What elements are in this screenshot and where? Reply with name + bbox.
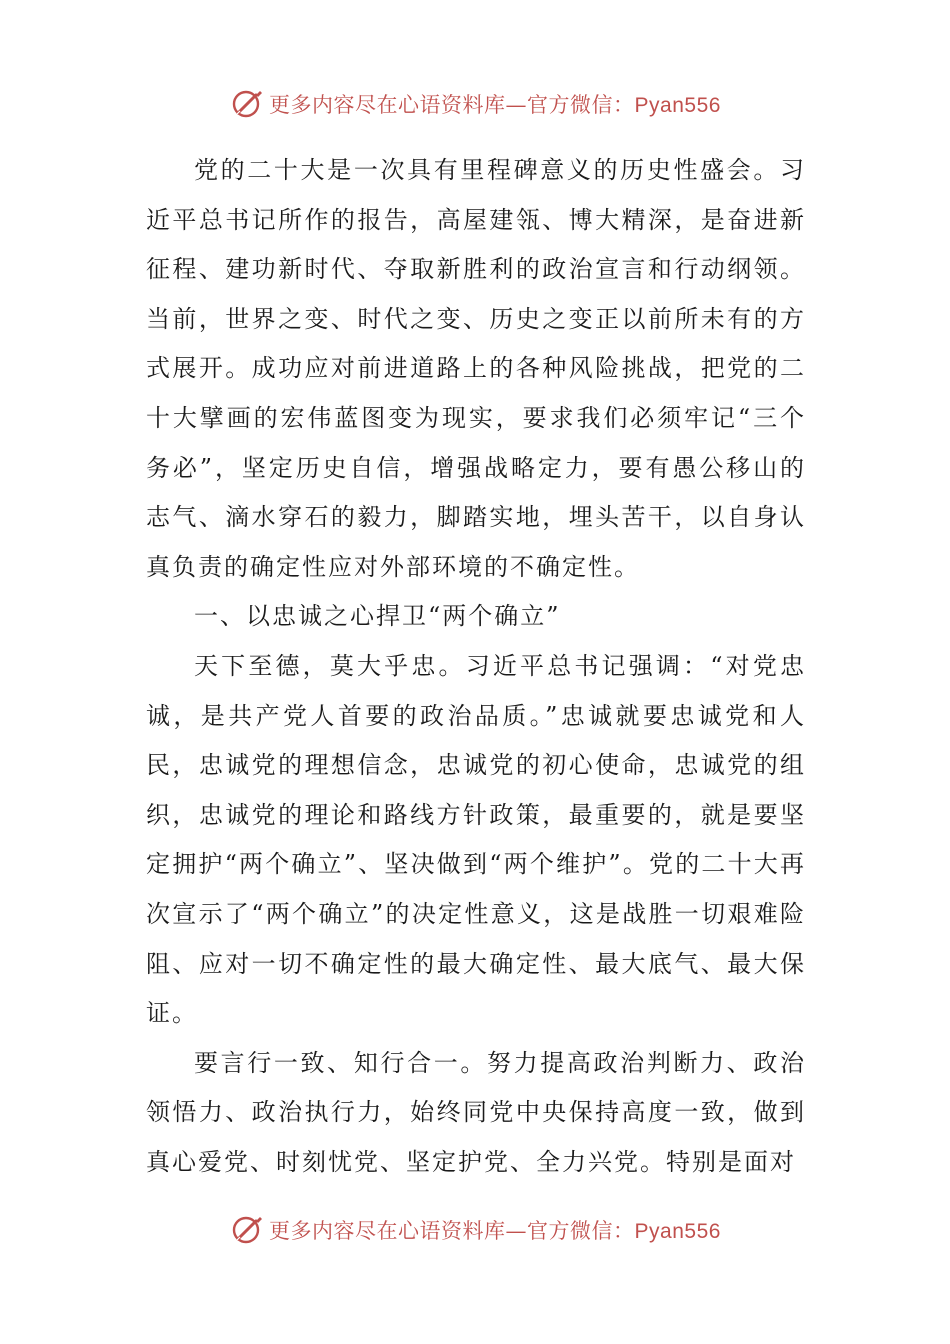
banner-label: 更多内容尽在心语资料库—官方微信： [269, 93, 635, 117]
header-watermark-banner [0, 82, 950, 126]
paragraph-consistency: 要言行一致、知行合一。努力提高政治判断力、政治领悟力、政治执行力，始终同党中央保持高度一致，做到真心爱党、时刻忧党、坚定护党、全力兴党。特别是面对 [146, 1048, 806, 1176]
banner-text [269, 89, 721, 119]
footer-watermark-banner [0, 1208, 950, 1252]
pen-logo-icon [229, 1212, 265, 1248]
banner-wechat-id: Pyan556 [634, 1220, 721, 1243]
banner-text [269, 1215, 721, 1245]
section-heading-1: 一、以忠诚之心捍卫“两个确立” [194, 602, 561, 631]
banner-wechat-id: Pyan556 [634, 94, 721, 117]
banner-label: 更多内容尽在心语资料库—官方微信： [269, 1219, 635, 1243]
paragraph-intro: 党的二十大是一次具有里程碑意义的历史性盛会。习近平总书记所作的报告，高屋建瓴、博大精深，是奋进新征程、建功新时代、夺取新胜利的政治宣言和行动纲领。当前，世界之变、时代之变、历史之变正以前所未有的方式展开。成功应对前进道路上的各种风险挑战，把党的二十大擘画的宏伟蓝图变为现实，要求我们必须牢记“三个务必”，坚定历史自信，增强战略定力，要有愚公移山的志气、滴水穿石的毅力，脚踏实地，埋头苦干，以自身认真负责的确定性应对外部环境的不确定性。 [146, 156, 806, 581]
paragraph-loyalty: 天下至德，莫大乎忠。习近平总书记强调：“对党忠诚，是共产党人首要的政治品质。”忠诚就要忠诚党和人民，忠诚党的理想信念，忠诚党的初心使命，忠诚党的组织，忠诚党的理论和路线方针政策，最重要的，就是要坚定拥护“两个确立”、坚决做到“两个维护”。党的二十大再次宣示了“两个确立”的决定性意义，这是战胜一切艰难险阻、应对一切不确定性的最大确定性、最大底气、最大保证。 [146, 651, 806, 1028]
document-body [146, 146, 806, 1187]
pen-logo-icon [229, 86, 265, 122]
